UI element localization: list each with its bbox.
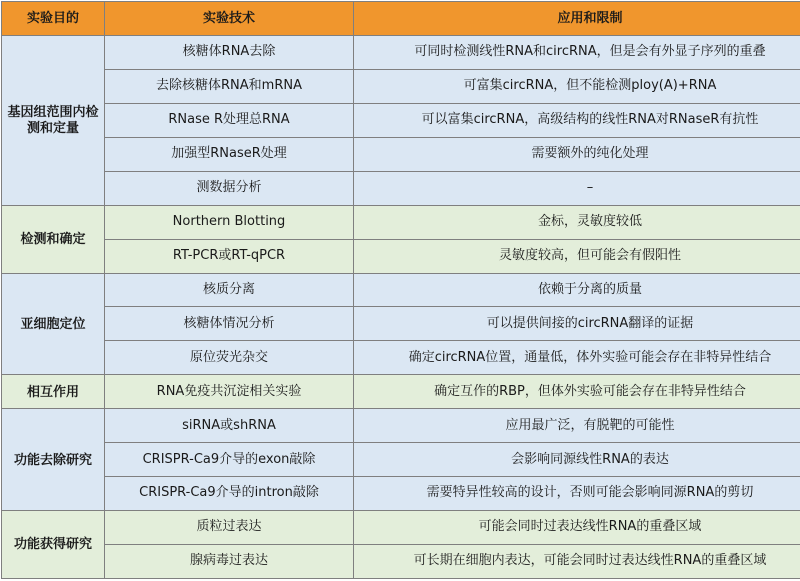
application-cell: 会影响同源线性RNA的表达 (354, 443, 800, 477)
application-cell: 可富集circRNA，但不能检测ploy(A)+RNA (354, 69, 800, 103)
application-cell: 确定互作的RBP，但体外实验可能会存在非特异性结合 (354, 375, 800, 409)
table-row (2, 273, 800, 307)
application-cell: 可同时检测线性RNA和circRNA，但是会有外显子序列的重叠 (354, 35, 800, 69)
table-row (2, 137, 800, 171)
technique-cell: CRISPR-Ca9介导的intron敲除 (105, 477, 354, 511)
group-label-loss-of-function: 功能去除研究 (2, 409, 105, 511)
application-cell: 可能会同时过表达线性RNA的重叠区域 (354, 511, 800, 545)
group-label-gain-of-function: 功能获得研究 (2, 511, 105, 579)
technique-cell: 核质分离 (105, 273, 354, 307)
table-row (2, 341, 800, 375)
table-row (2, 35, 800, 69)
application-cell: 灵敏度较高，但可能会有假阳性 (354, 239, 800, 273)
technique-cell: RNA免疫共沉淀相关实验 (105, 375, 354, 409)
application-cell: 可长期在细胞内表达，可能会同时过表达线性RNA的重叠区域 (354, 545, 800, 579)
table-row (2, 477, 800, 511)
technique-cell: 去除核糖体RNA和mRNA (105, 69, 354, 103)
technique-cell: CRISPR-Ca9介导的exon敲除 (105, 443, 354, 477)
table-header-row (2, 2, 800, 36)
table-row (2, 69, 800, 103)
application-cell: – (354, 171, 800, 205)
column-header-technique: 实验技术 (105, 2, 354, 36)
group-label-detection: 检测和确定 (2, 205, 105, 273)
experiment-methods-table (1, 1, 800, 579)
application-cell: 可以富集circRNA，高级结构的线性RNA对RNaseR有抗性 (354, 103, 800, 137)
application-cell: 需要额外的纯化处理 (354, 137, 800, 171)
group-label-genome-wide: 基因组范围内检测和定量 (2, 35, 105, 205)
application-cell: 应用最广泛，有脱靶的可能性 (354, 409, 800, 443)
column-header-application: 应用和限制 (354, 2, 800, 36)
application-cell: 可以提供间接的circRNA翻译的证据 (354, 307, 800, 341)
table-row (2, 307, 800, 341)
technique-cell: 腺病毒过表达 (105, 545, 354, 579)
application-cell: 确定circRNA位置，通量低，体外实验可能会存在非特异性结合 (354, 341, 800, 375)
table-row (2, 545, 800, 579)
column-header-purpose: 实验目的 (2, 2, 105, 36)
table-row (2, 171, 800, 205)
technique-cell: 核糖体情况分析 (105, 307, 354, 341)
technique-cell: RNase R处理总RNA (105, 103, 354, 137)
technique-cell: Northern Blotting (105, 205, 354, 239)
application-cell: 金标，灵敏度较低 (354, 205, 800, 239)
application-cell: 需要特异性较高的设计，否则可能会影响同源RNA的剪切 (354, 477, 800, 511)
application-cell: 依赖于分离的质量 (354, 273, 800, 307)
table-row (2, 511, 800, 545)
technique-cell: RT-PCR或RT-qPCR (105, 239, 354, 273)
table-row (2, 443, 800, 477)
group-label-subcellular-localization: 亚细胞定位 (2, 273, 105, 375)
technique-cell: siRNA或shRNA (105, 409, 354, 443)
table-row (2, 239, 800, 273)
technique-cell: 质粒过表达 (105, 511, 354, 545)
technique-cell: 核糖体RNA去除 (105, 35, 354, 69)
technique-cell: 原位荧光杂交 (105, 341, 354, 375)
table-row (2, 375, 800, 409)
group-label-interaction: 相互作用 (2, 375, 105, 409)
table-row (2, 409, 800, 443)
table-row (2, 103, 800, 137)
technique-cell: 测数据分析 (105, 171, 354, 205)
table-row (2, 205, 800, 239)
technique-cell: 加强型RNaseR处理 (105, 137, 354, 171)
